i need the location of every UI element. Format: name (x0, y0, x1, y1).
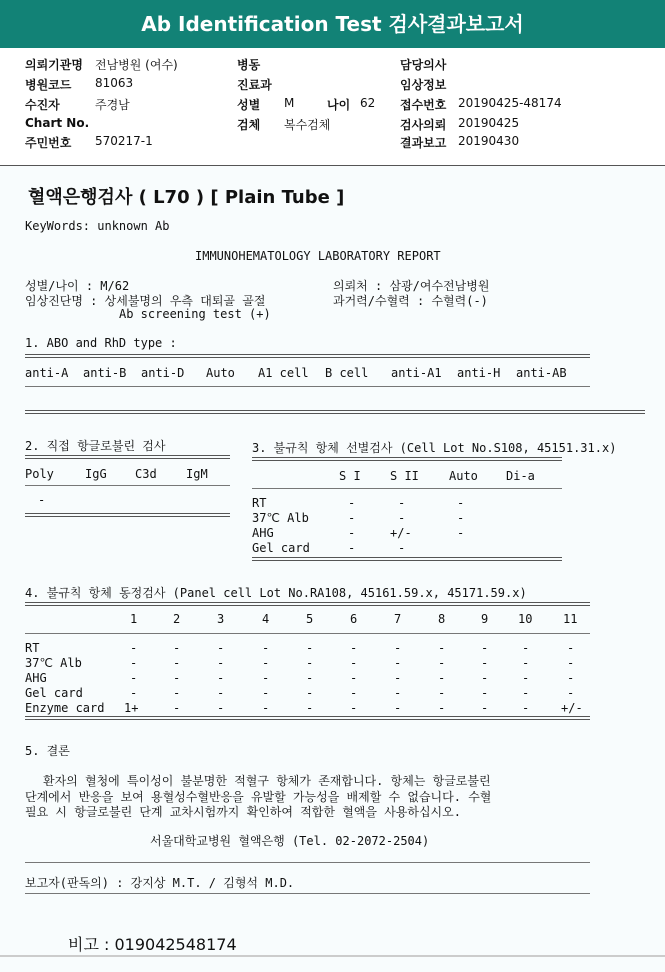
sec4-cell: - (306, 656, 314, 670)
sec4-cell: - (522, 686, 530, 700)
specimen-label: 검체 (237, 118, 261, 132)
sec4-cell: - (350, 671, 358, 685)
sec4-row-label: Gel card (25, 686, 83, 700)
sec4-cell: - (394, 641, 402, 655)
sec4-cell: - (306, 641, 314, 655)
resident-no-label: 주민번호 (25, 136, 72, 150)
sec4-cell: - (481, 671, 489, 685)
sec4-cell: - (217, 641, 225, 655)
sec2-header: Poly (25, 467, 54, 481)
blood-bank-contact: 서울대학교병원 혈액은행 (Tel. 02-2072-2504) (150, 834, 430, 848)
sec4-cell: - (567, 656, 575, 670)
sec4-header: 5 (306, 612, 314, 626)
receipt-no-value: 20190425-48174 (458, 96, 562, 110)
diagnosis-cont: Ab screening test (+) (119, 307, 271, 321)
rule (252, 557, 562, 561)
doctor-label: 담당의사 (400, 58, 447, 72)
sec1-header: anti-H (457, 366, 501, 380)
section-3-title: 3. 불규칙 항체 선별검사 (Cell Lot No.S108, 45151.31.x) (252, 441, 617, 455)
ward-label: 병동 (237, 58, 261, 72)
sec4-cell: - (217, 701, 225, 715)
sec3-row-label: 37℃ Alb (252, 511, 309, 525)
rule (25, 354, 590, 358)
sex-label: 성별 (237, 98, 261, 112)
sec2-header: C3d (135, 467, 157, 481)
sec4-header: 7 (394, 612, 402, 626)
sec4-row-label: AHG (25, 671, 47, 685)
sec3-cell: - (398, 511, 406, 525)
sec4-row-label: Enzyme card (25, 701, 105, 715)
sec4-cell: - (217, 686, 225, 700)
request-label: 검사의뢰 (400, 118, 447, 132)
rule (25, 633, 590, 634)
sec4-cell: - (173, 641, 181, 655)
sec3-row-label: RT (252, 496, 267, 510)
examinee-label: 수진자 (25, 98, 60, 112)
sec4-cell: - (173, 671, 181, 685)
clinical-info-label: 임상정보 (400, 78, 447, 92)
sec1-header: Auto (206, 366, 235, 380)
age-label: 나이 (327, 98, 351, 112)
sec3-cell: - (348, 496, 356, 510)
sec3-cell: - (398, 541, 406, 555)
sec1-header: anti-A1 (391, 366, 442, 380)
section-4-title: 4. 불규칙 항체 동정검사 (Panel cell Lot No.RA108, 45161.59.x, 45171.59.x) (25, 586, 527, 600)
sec4-header: 10 (518, 612, 533, 626)
rule (25, 485, 230, 486)
sec3-header: Auto (449, 469, 478, 483)
sec4-row-label: RT (25, 641, 40, 655)
sec4-cell: - (262, 701, 270, 715)
section-2-title: 2. 직접 항글로불린 검사 (25, 439, 166, 453)
sec4-cell: - (130, 686, 138, 700)
sec4-cell: - (438, 641, 446, 655)
sec3-cell: - (457, 526, 465, 540)
sec3-header: S II (390, 469, 419, 483)
sec4-cell: - (217, 671, 225, 685)
receipt-no-label: 접수번호 (400, 98, 447, 112)
sec1-header: anti-D (141, 366, 185, 380)
request-value: 20190425 (458, 116, 520, 130)
lab-report-title: IMMUNOHEMATOLOGY LABORATORY REPORT (195, 249, 441, 263)
sec4-cell: - (130, 641, 138, 655)
sec4-cell: - (438, 671, 446, 685)
rule (25, 602, 590, 606)
report-heading: 혈액은행검사 ( L70 ) [ Plain Tube ] (28, 187, 345, 208)
sec4-cell: - (522, 671, 530, 685)
sec4-cell: - (350, 686, 358, 700)
report-title: Ab Identification Test 검사결과보고서 (141, 12, 524, 36)
keywords: KeyWords: unknown Ab (25, 219, 170, 233)
sec4-cell: - (567, 641, 575, 655)
sec4-cell: - (522, 641, 530, 655)
sec4-cell: - (262, 641, 270, 655)
sec4-cell: - (481, 656, 489, 670)
age-value: 62 (360, 96, 376, 110)
sec4-cell: - (350, 641, 358, 655)
sec3-row-label: Gel card (252, 541, 310, 555)
sec4-cell: - (350, 656, 358, 670)
rule (25, 893, 590, 894)
sec4-cell: - (306, 671, 314, 685)
sec4-cell: - (394, 701, 402, 715)
sec4-header: 11 (563, 612, 578, 626)
sec4-cell: - (438, 701, 446, 715)
sec4-cell: - (394, 656, 402, 670)
rule (25, 410, 645, 414)
referrer: 의뢰처 : 삼광/여수전남병원 (333, 279, 490, 293)
section-1-title: 1. ABO and RhD type : (25, 336, 177, 350)
sec4-header: 1 (130, 612, 138, 626)
sec3-cell: - (457, 496, 465, 510)
sec2-header: IgG (85, 467, 107, 481)
sec4-cell: - (394, 671, 402, 685)
sec4-cell: +/- (561, 701, 583, 715)
sec4-row-label: 37℃ Alb (25, 656, 82, 670)
sec4-cell: 1+ (124, 701, 139, 715)
reporter: 보고자(판독의) : 강지상 M.T. / 김형석 M.D. (25, 876, 295, 890)
hospital-code-label: 병원코드 (25, 78, 72, 92)
rule (25, 513, 230, 517)
conclusion-line: 필요 시 항글로불린 단계 교차시험까지 확인하여 적합한 혈액을 사용하십시오. (25, 805, 461, 819)
sec1-header: A1 cell (258, 366, 309, 380)
sec4-cell: - (481, 686, 489, 700)
sec1-header: B cell (325, 366, 369, 380)
section-5-title: 5. 결론 (25, 744, 70, 758)
rule (25, 862, 590, 863)
sec3-cell: - (457, 511, 465, 525)
sex-value: M (284, 96, 295, 110)
sec1-header: anti-B (83, 366, 127, 380)
conclusion-line: 환자의 혈청에 특이성이 불분명한 적혈구 항체가 존재합니다. 항체는 항글로불린 (43, 774, 491, 788)
resident-no-value: 570217-1 (95, 134, 153, 148)
diagnosis: 임상진단명 : 상세불명의 우측 대퇴골 골절 (25, 294, 266, 308)
result-label: 결과보고 (400, 136, 447, 150)
sec4-cell: - (350, 701, 358, 715)
sec4-header: 4 (262, 612, 270, 626)
conclusion-line: 단계에서 반응을 보여 용혈성수혈반응을 유발할 가능성을 배제할 수 없습니다. 수혈 (25, 790, 492, 804)
sec4-cell: - (130, 671, 138, 685)
sec2-header: IgM (186, 467, 208, 481)
sec3-header: S I (339, 469, 361, 483)
rule (252, 457, 562, 461)
sec2-value: - (38, 493, 46, 507)
sec1-header: anti-AB (516, 366, 567, 380)
sec3-row-label: AHG (252, 526, 274, 540)
hospital-code-value: 81063 (95, 76, 134, 90)
sec4-cell: - (173, 656, 181, 670)
sec4-cell: - (481, 701, 489, 715)
history: 과거력/수혈력 : 수혈력(-) (333, 294, 488, 308)
sec4-cell: - (306, 686, 314, 700)
sec4-cell: - (130, 656, 138, 670)
specimen-value: 복수검체 (284, 118, 331, 132)
sec4-cell: - (173, 701, 181, 715)
examinee-value: 주경남 (95, 98, 130, 112)
sec4-cell: - (567, 671, 575, 685)
rule (25, 455, 230, 459)
sec4-cell: - (394, 686, 402, 700)
bottom-separator (0, 955, 665, 957)
sec4-cell: - (438, 686, 446, 700)
sec4-header: 6 (350, 612, 358, 626)
institution-label: 의뢰기관명 (25, 58, 83, 72)
sec4-cell: - (217, 656, 225, 670)
sec3-cell: - (348, 526, 356, 540)
sec3-cell: - (398, 496, 406, 510)
rule (25, 386, 590, 387)
sec4-cell: - (522, 701, 530, 715)
sec4-cell: - (173, 686, 181, 700)
sec4-cell: - (262, 686, 270, 700)
chart-no-label: Chart No. (25, 116, 90, 130)
sec3-cell: +/- (390, 526, 412, 540)
sec4-header: 2 (173, 612, 181, 626)
sec4-cell: - (438, 656, 446, 670)
sec4-header: 9 (481, 612, 489, 626)
result-value: 20190430 (458, 134, 520, 148)
sec3-header: Di-a (506, 469, 535, 483)
sec4-cell: - (567, 686, 575, 700)
sec3-cell: - (348, 511, 356, 525)
rule (252, 488, 562, 489)
rule (25, 716, 590, 720)
sex-age: 성별/나이 : M/62 (25, 279, 130, 293)
sec3-cell: - (348, 541, 356, 555)
sec4-cell: - (481, 641, 489, 655)
sec1-header: anti-A (25, 366, 69, 380)
sec4-cell: - (262, 656, 270, 670)
institution-value: 전남병원 (여수) (95, 58, 178, 72)
sec4-cell: - (306, 701, 314, 715)
remark: 비고 : 019042548174 (68, 935, 237, 954)
department-label: 진료과 (237, 78, 272, 92)
sec4-header: 8 (438, 612, 446, 626)
sec4-cell: - (522, 656, 530, 670)
sec4-header: 3 (217, 612, 225, 626)
sec4-cell: - (262, 671, 270, 685)
